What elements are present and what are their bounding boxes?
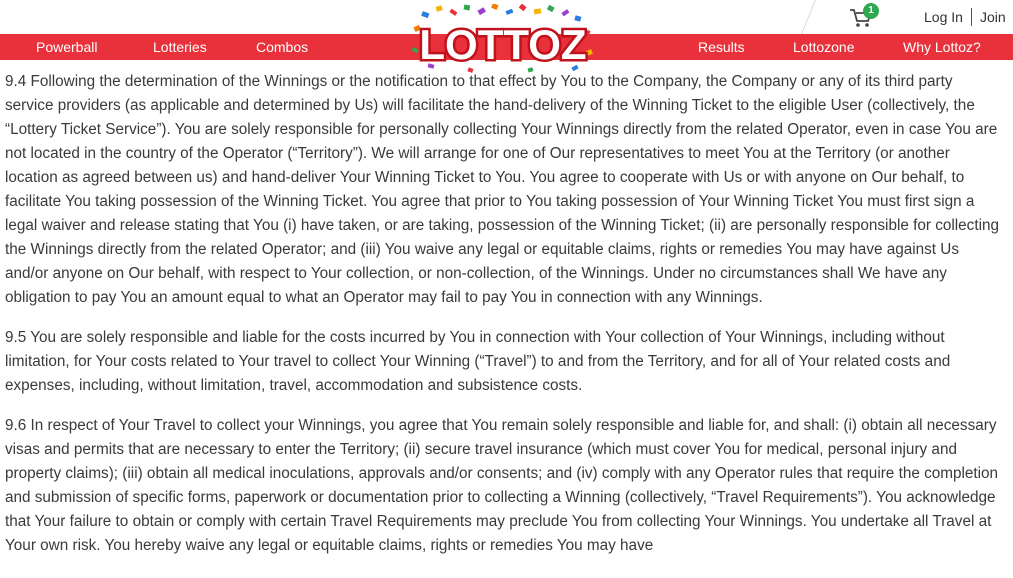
login-link[interactable]: Log In	[924, 9, 963, 25]
join-link[interactable]: Join	[980, 9, 1006, 25]
nav-item-powerball[interactable]: Powerball	[36, 39, 98, 55]
nav-item-results[interactable]: Results	[698, 39, 745, 55]
terms-content	[5, 70, 1005, 574]
terms-paragraph-9-5: 9.5 You are solely responsible and liable for the costs incurred by You in connection with Your collection of Your Winnings, including without limitation, for Your costs related to Your travel to collect Your Winning (“Travel”) to and from the Territory, and for all of Your related costs and expenses, including, without limitation, travel, accommodation and subsistence costs.	[5, 329, 951, 394]
divider	[971, 8, 972, 26]
nav-item-combos[interactable]: Combos	[256, 39, 309, 55]
lottoz-logo[interactable]	[408, 4, 598, 74]
nav-item-lottozone[interactable]: Lottozone	[793, 39, 855, 55]
nav-item-why-lottoz[interactable]: Why Lottoz?	[903, 39, 981, 55]
divider	[801, 0, 816, 34]
nav-item-lotteries[interactable]: Lotteries	[153, 39, 207, 55]
cart-count-badge: 1	[863, 3, 879, 19]
terms-paragraph-9-4: 9.4 Following the determination of the Winnings or the notification to that effect by You to the Company, the Company or any of its third party service providers (as applicable and determined by Us) will facilitate the hand-delivery of the Winning Ticket to the eligible User (collectively, the “Lottery Ticket Service”). You are solely responsible for personally collecting Your Winnings directly from the related Operator, even in case You are not located in the country of the Operator (“Territory”). We will arrange for one of Our representatives to meet You at the Territory (or another location as agreed between us) and hand-deliver Your Winning Ticket to You. You agree to cooperate with Us or with anyone on Our behalf, to facilitate You taking possession of the Winning Ticket. You agree that prior to You taking possession of Your Winning Ticket You must first sign a legal waiver and release stating that You (i) have taken, or are taking, possession of the Winning Ticket; (ii) are personally responsible for collecting the Winnings directly from the related Operator; and (iii) You waive any legal or equitable claims, rights or remedies You may have against Us and/or anyone on Our behalf, with respect to Your collection, or non-collection, of the Winnings. Under no circumstances shall We have any obligation to pay You an amount equal to what an Operator may fail to pay You in connection with any Winnings.	[5, 73, 999, 306]
logo-wordmark: LOTTOZ	[419, 21, 587, 68]
terms-paragraph-9-6: 9.6 In respect of Your Travel to collect your Winnings, you agree that You remain solely responsible and liable for, and shall: (i) obtain all necessary visas and permits that are necessary to enter the Territory; (ii) secure travel insurance (which must cover You for medical, personal injury and property claims); (iii) obtain all medical inoculations, approvals and/or consents; and (iv) comply with any Operator rules that require the completion and submission of specific forms, paperwork or documentation prior to collecting a Winning (collectively, “Travel Requirements”). You acknowledge that Your failure to obtain or comply with certain Travel Requirements may preclude You from collecting Your Winnings. You undertake all Travel at Your own risk. You hereby waive any legal or equitable claims, rights or remedies You may have	[5, 417, 999, 554]
